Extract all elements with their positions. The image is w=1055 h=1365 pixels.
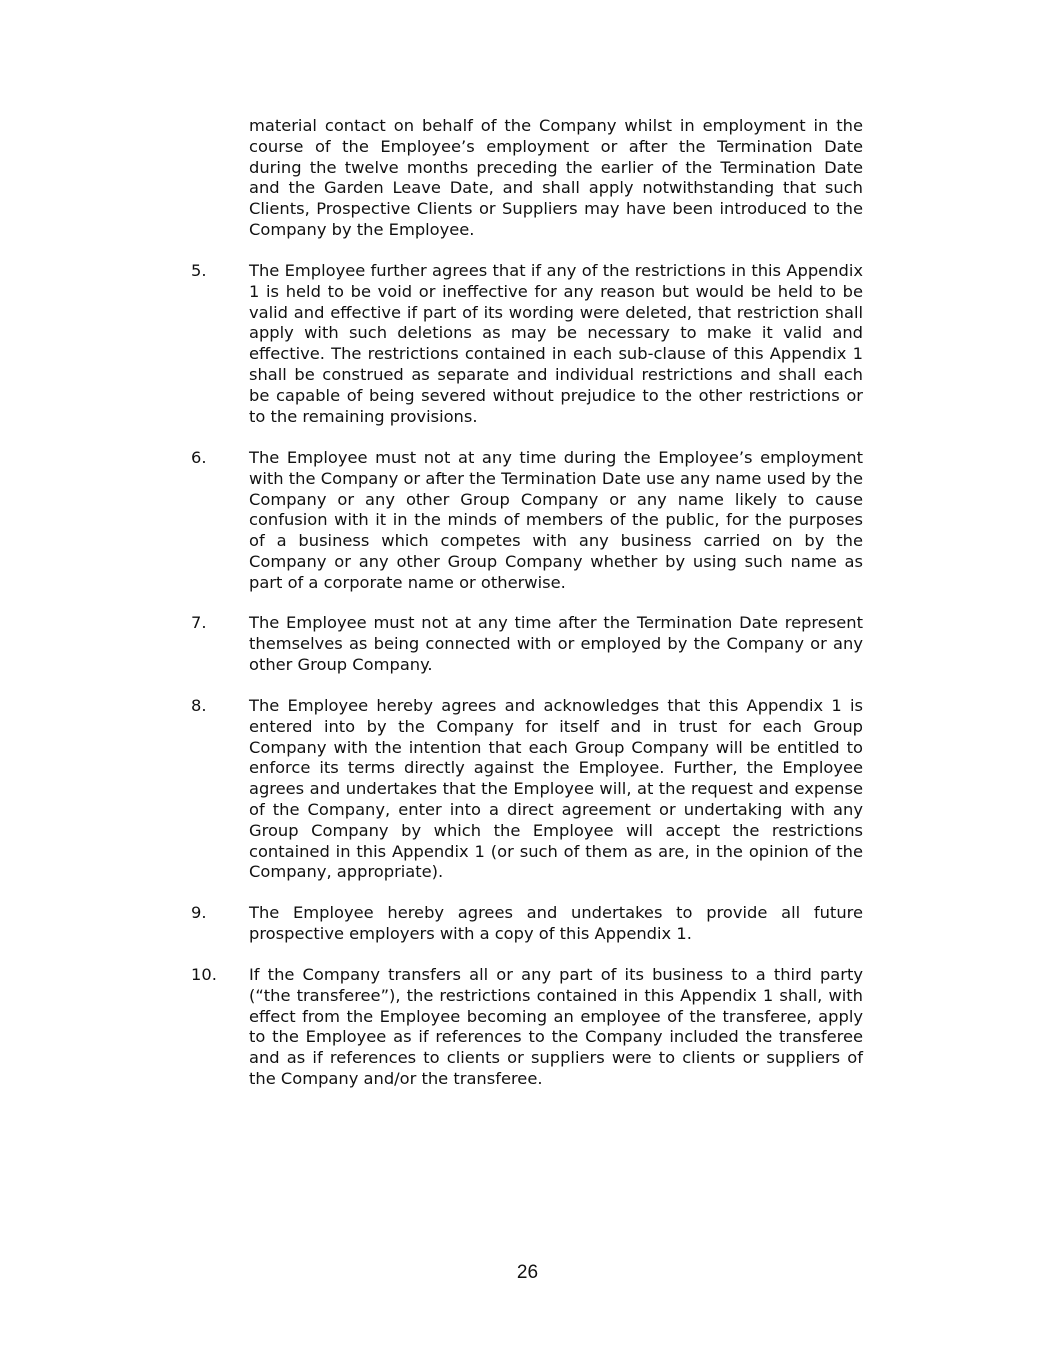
clause-number-10: 10.: [191, 965, 217, 984]
continuation-paragraph: material contact on behalf of the Company whilst in employment in the course of the Employee’s employment or after the Termination Date during the twelve months preceding the earlier of the Termination Date and the Garden Leave Date, and shall apply notwithstanding that such Clients, Prospective Clients or Suppliers may have been introduced to the Company by the Employee.: [249, 116, 863, 239]
clause-number-7: 7.: [191, 613, 207, 632]
clause-9-text: The Employee hereby agrees and undertakes to provide all future prospective employers with a copy of this Appendix 1.: [249, 903, 863, 943]
clause-number-8: 8.: [191, 696, 207, 715]
clause-6-text: The Employee must not at any time during the Employee’s employment with the Company or after the Termination Date use any name used by the Company or any other Group Company or any name likely to cause confusion with it in the minds of members of the public, for the purposes of a business which competes with any business carried on by the Company or any other Group Company whether by using such name as part of a corporate name or otherwise.: [249, 448, 863, 592]
clause-number-9: 9.: [191, 903, 207, 922]
clause-number-5: 5.: [191, 261, 207, 280]
page-number: 26: [516, 1262, 539, 1283]
clause-number-6: 6.: [191, 448, 207, 467]
clause-5-text: The Employee further agrees that if any of the restrictions in this Appendix 1 is held to be void or ineffective for any reason but would be held to be valid and effective if part of its wording were deleted, that restriction shall apply with such deletions as may be necessary to make it valid and effective. The restrictions contained in each sub-clause of this Appendix 1 shall be construed as separate and individual restrictions and shall each be capable of being severed without prejudice to the other restrictions or to the remaining provisions.: [249, 261, 863, 426]
clause-7-text: The Employee must not at any time after the Termination Date represent themselves as being connected with or employed by the Company or any other Group Company.: [249, 613, 863, 674]
clause-10-text: If the Company transfers all or any part of its business to a third party (“the transferee”), the restrictions contained in this Appendix 1 shall, with effect from the Employee becoming an employee of the transferee, apply to the Employee as if references to the Company included the transferee and as if references to clients or suppliers were to clients or suppliers of the Company and/or the transferee.: [249, 965, 863, 1088]
clause-8-text: The Employee hereby agrees and acknowledges that this Appendix 1 is entered into by the Company for itself and in trust for each Group Company with the intention that each Group Company will be entitled to enforce its terms directly against the Employee. Further, the Employee agrees and undertakes that the Employee will, at the request and expense of the Company, enter into a direct agreement or undertaking with any Group Company by which the Employee will accept the restrictions contained in this Appendix 1 (or such of them as are, in the opinion of the Company, appropriate).: [249, 696, 863, 882]
